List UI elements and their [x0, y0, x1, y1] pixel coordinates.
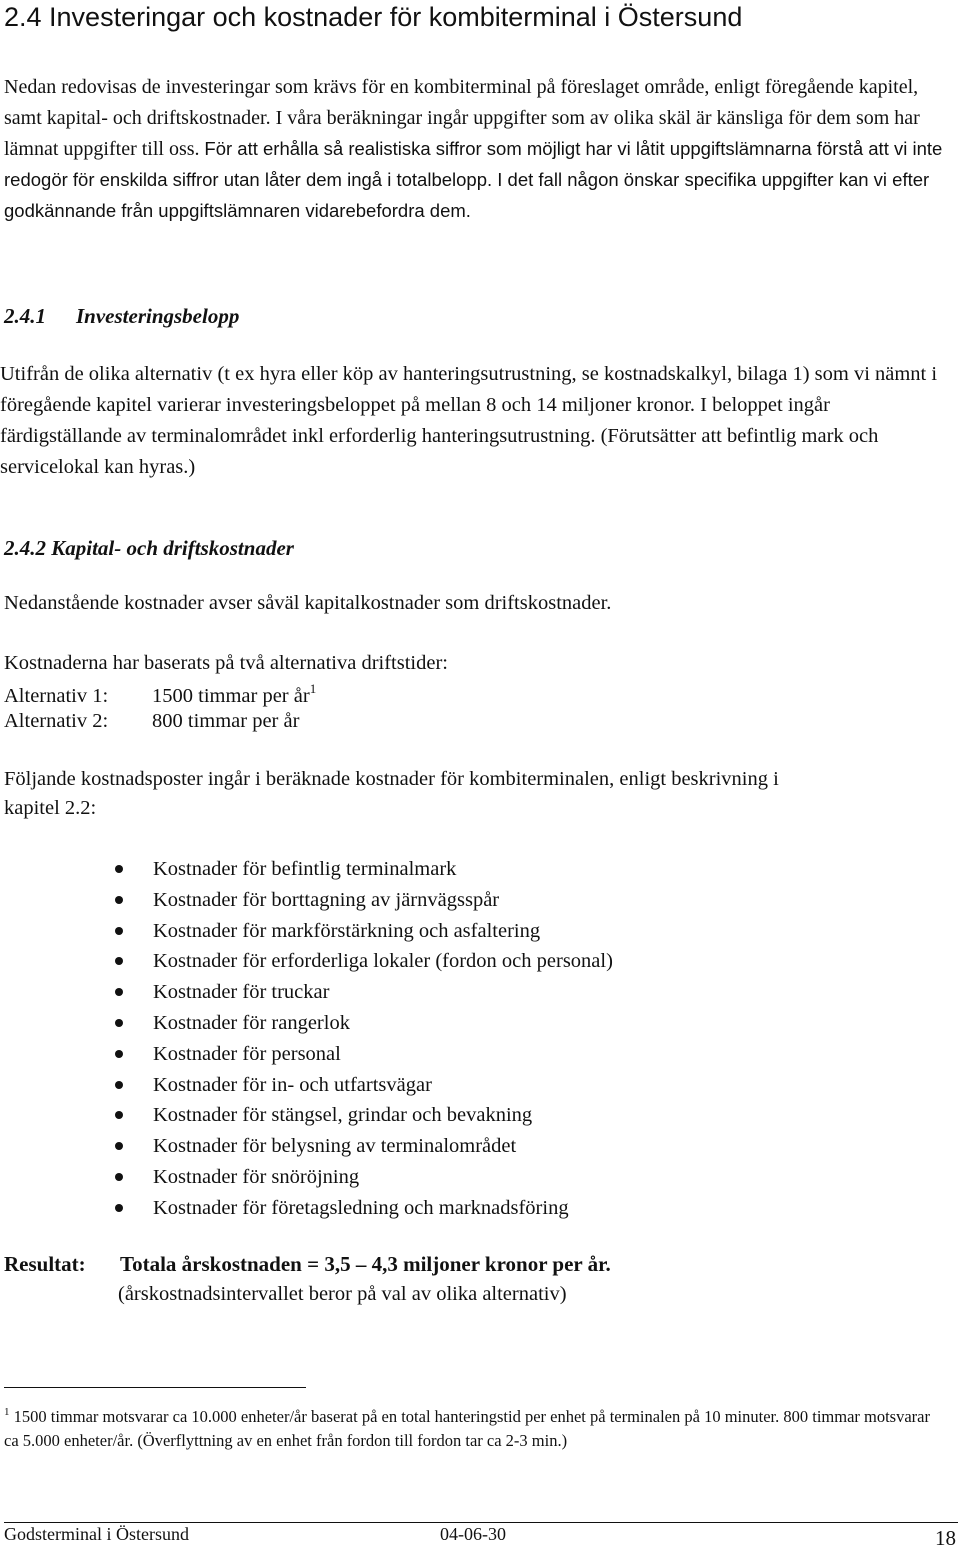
operating-times-intro: Kostnaderna har baserats på två alternativa driftstider:: [4, 652, 448, 674]
alternative-2: [4, 710, 299, 733]
list-item-text: Kostnader för truckar: [153, 981, 330, 1004]
bullet-icon: [115, 1173, 123, 1181]
subsection-heading-242: 2.4.2 Kapital- och driftskostnader: [4, 536, 294, 560]
bullet-icon: [115, 1050, 123, 1058]
footnote: [4, 1400, 944, 1453]
list-item-text: Kostnader för borttagning av järnvägsspår: [153, 888, 500, 911]
subsection-title: Investeringsbelopp: [76, 304, 240, 328]
section-heading: 2.4 Investeringar och kostnader för kombiterminal i Östersund: [4, 2, 743, 32]
page-number: 18: [935, 1526, 956, 1550]
alternative-1-value: 1500 timmar per år: [152, 685, 310, 707]
footnote-divider: [4, 1387, 306, 1388]
result-label: Resultat:: [4, 1252, 86, 1276]
alternative-2-label: Alternativ 2:: [4, 710, 109, 732]
bullet-icon: [115, 927, 123, 935]
list-item-text: Kostnader för stängsel, grindar och bevakning: [153, 1104, 533, 1127]
bullet-icon: [115, 1081, 123, 1089]
alternative-2-value: 800 timmar per år: [152, 710, 300, 732]
subsection-heading-241: [4, 304, 239, 329]
bullet-icon: [115, 988, 123, 996]
list-item-text: Kostnader för rangerlok: [153, 1011, 350, 1034]
footer-divider: [4, 1522, 958, 1523]
bullet-icon: [115, 1019, 123, 1027]
list-item-text: Kostnader för erforderliga lokaler (fordon och personal): [153, 950, 613, 973]
footer-title: Godsterminal i Östersund: [4, 1524, 189, 1544]
alternative-1: [4, 681, 316, 708]
footnote-reference: 1: [309, 681, 317, 696]
cost-items-intro-line-1: Följande kostnadsposter ingår i beräknade kostnader för kombiterminalen, enligt beskrivning i: [4, 768, 779, 790]
investment-paragraph: Utifrån de olika alternativ (t ex hyra eller köp av hanteringsutrustning, se kostnadskalkyl, bilaga 1) som vi nämnt i föregående kapitel varierar investeringsbeloppet på mellan 8 och 14 miljoner kronor. I beloppet ingår färdigställande av terminalområdet inkl erforderlig hanteringsutrustning. (Förutsätter att befintlig mark och servicelokal kan hyras.): [0, 363, 938, 478]
list-item-text: Kostnader för snöröjning: [153, 1165, 360, 1188]
list-item-text: Kostnader för personal: [153, 1042, 341, 1065]
footer-date: 04-06-30: [440, 1524, 506, 1544]
alternative-1-label: Alternativ 1:: [4, 685, 109, 707]
bullet-icon: [115, 1111, 123, 1119]
bullet-icon: [115, 957, 123, 965]
result-value: Totala årskostnaden = 3,5 – 4,3 miljoner kronor per år.: [120, 1252, 611, 1276]
bullet-icon: [115, 896, 123, 904]
intro-text-serif: Nedan redovisas de investeringar som krävs för en kombiterminal på föreslaget område, enligt föregående kapitel, samt kapital- och driftskostnader. I våra beräkningar ingår uppgifter som av olika skäl är känsliga för dem som har lämnat uppgifter till oss.: [4, 76, 920, 160]
intro-text-sans: För att erhålla så realistiska siffror som möjligt har vi låtit uppgiftslämnarna förstå att vi inte redogör för enskilda siffror utan låter dem ingå i totalbelopp. I det fall någon önskar specifika uppgifter kan vi efter godkännande från uppgiftslämnaren vidarebefordra dem.: [4, 138, 943, 221]
list-item-text: Kostnader för befintlig terminalmark: [153, 858, 457, 880]
footnote-marker: 1: [4, 1406, 10, 1418]
bullet-icon: [115, 1142, 123, 1150]
list-item-text: Kostnader för belysning av terminalområdet: [153, 1135, 517, 1158]
cost-scope-line: Nedanstående kostnader avser såväl kapitalkostnader som driftskostnader.: [4, 592, 612, 614]
subsection-number: 2.4.1: [4, 304, 46, 328]
bullet-icon: [115, 1204, 123, 1212]
list-item-text: Kostnader för in- och utfartsvägar: [153, 1073, 432, 1096]
list-item-text: Kostnader för företagsledning och marknadsföring: [153, 1196, 569, 1219]
intro-paragraph: [4, 72, 956, 227]
cost-items-intro-line-2: kapitel 2.2:: [4, 797, 97, 819]
list-item-text: Kostnader för markförstärkning och asfaltering: [153, 919, 541, 942]
result-note: (årskostnadsintervallet beror på val av olika alternativ): [118, 1283, 567, 1305]
footnote-text: 1500 timmar motsvarar ca 10.000 enheter/år baserat på en total hanteringstid per enhet på terminalen på 10 minuter. 800 timmar motsvarar ca 5.000 enheter/år. (Överflyttning av en enhet från fordon till fordon tar ca 2-3 min.): [4, 1407, 930, 1450]
bullet-icon: [115, 865, 123, 873]
